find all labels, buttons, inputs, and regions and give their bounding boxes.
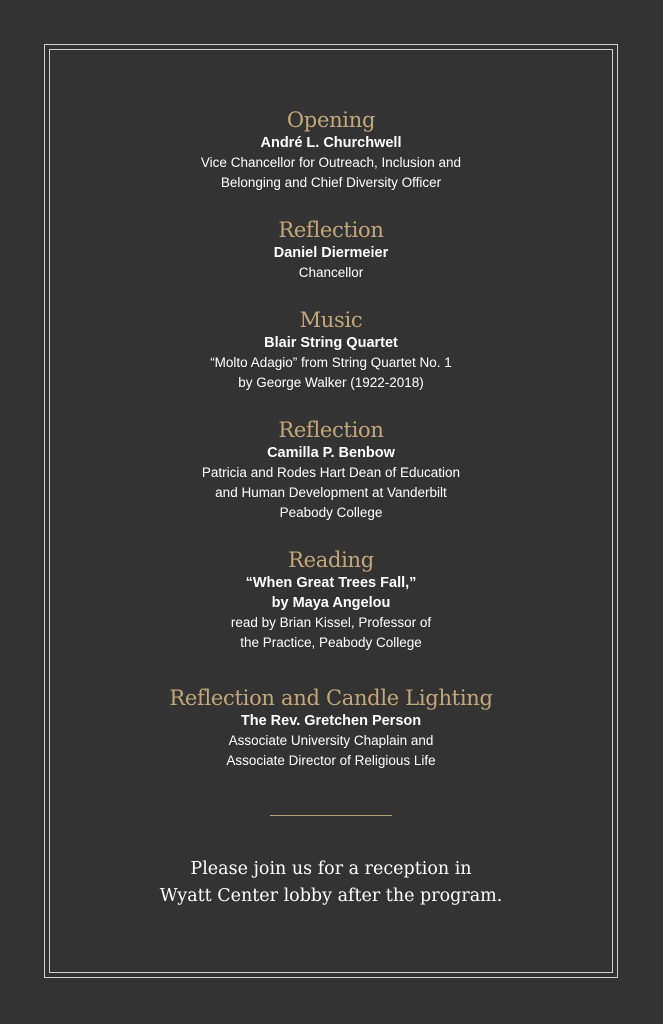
reader-info: read by Brian Kissel, Professor of: [230, 615, 432, 630]
speaker-title: Associate Director of Religious Life: [226, 753, 436, 768]
closing-line-1: Please join us for a reception in: [190, 859, 472, 879]
section-reflection-1: [49, 193, 613, 283]
section-reading: [49, 523, 613, 653]
performer-name: Blair String Quartet: [264, 335, 398, 351]
section-heading: Reflection: [278, 218, 384, 242]
speaker-name: André L. Churchwell: [260, 135, 402, 151]
speaker-name: The Rev. Gretchen Person: [240, 713, 422, 729]
speaker-title: and Human Development at Vanderbilt: [215, 485, 447, 500]
section-heading: Opening: [286, 108, 376, 132]
program-content: [49, 49, 613, 910]
speaker-title: Vice Chancellor for Outreach, Inclusion and: [200, 155, 462, 170]
section-heading: Reflection and Candle Lighting: [169, 686, 493, 710]
section-heading: Reflection: [278, 418, 384, 442]
section-heading: Music: [299, 308, 363, 332]
speaker-name: Daniel Diermeier: [273, 245, 389, 261]
speaker-title: Peabody College: [279, 505, 383, 520]
section-candle-lighting: [49, 653, 613, 771]
section-heading: Reading: [288, 548, 374, 572]
reader-info: the Practice, Peabody College: [240, 635, 422, 650]
speaker-title: Patricia and Rodes Hart Dean of Education: [201, 465, 461, 480]
closing-line-2: Wyatt Center lobby after the program.: [159, 886, 503, 906]
speaker-title: Associate University Chaplain and: [228, 733, 434, 748]
speaker-title: Belonging and Chief Diversity Officer: [220, 175, 442, 190]
piece-title: “Molto Adagio” from String Quartet No. 1: [210, 355, 452, 370]
speaker-name: Camilla P. Benbow: [267, 445, 395, 461]
section-reflection-2: [49, 393, 613, 523]
reading-title: “When Great Trees Fall,”: [245, 575, 417, 591]
speaker-title: Chancellor: [298, 265, 364, 280]
composer: by George Walker (1922-2018): [238, 375, 424, 390]
reading-author: by Maya Angelou: [271, 595, 391, 611]
section-opening: [49, 49, 613, 193]
section-music: [49, 283, 613, 393]
